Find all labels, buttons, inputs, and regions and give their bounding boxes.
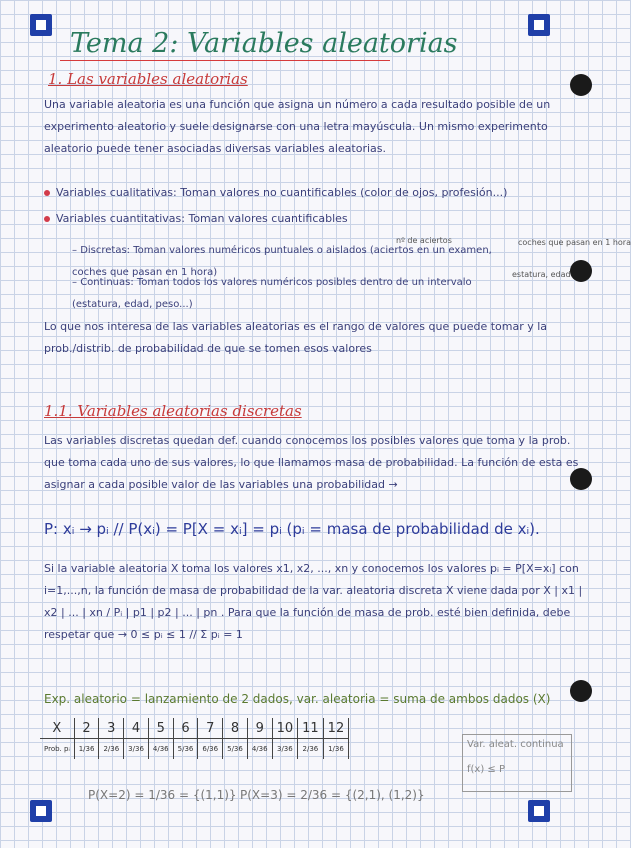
- table-row-probabilities: [40, 739, 349, 760]
- table-cell: 5/36: [223, 739, 248, 760]
- side-note-line-2: f(x) ≤ P: [467, 764, 506, 775]
- bullet-dot: [44, 190, 50, 196]
- table-cell: 4: [124, 718, 149, 739]
- sub-bullet-continuous: – Continuas: Toman todos los valores numéricos posibles dentro de un intervalo (estatura, edad, peso...): [72, 277, 472, 310]
- page-title: Tema 2: Variables aleatorias: [70, 28, 458, 59]
- table-cell: 5: [148, 718, 173, 739]
- table-cell: 3/36: [124, 739, 149, 760]
- corner-mark-bottom-right: [528, 800, 550, 822]
- table-row-values: [40, 718, 349, 739]
- continuous-variable-note: [462, 734, 572, 792]
- table-cell: 3: [99, 718, 124, 739]
- table-cell: 1/36: [74, 739, 99, 760]
- table-cell: 1/36: [323, 739, 349, 760]
- example-statement: Exp. aleatorio = lanzamiento de 2 dados, var. aleatoria = suma de ambos dados (X): [44, 692, 551, 706]
- bullet-qualitative: Variables cualitativas: Toman valores no cuantificables (color de ojos, profesión...): [44, 184, 507, 202]
- sub-bullet-discrete: – Discretas: Toman valores numéricos puntuales o aislados (aciertos en un examen, coches que pasan en 1 hora): [72, 245, 492, 278]
- punch-hole-1: [570, 74, 592, 96]
- margin-note-aciertos: nº de aciertos: [396, 236, 452, 245]
- corner-mark-top-left: [30, 14, 52, 36]
- side-note-line-1: Var. aleat. continua: [467, 739, 564, 750]
- table-cell: 12: [323, 718, 349, 739]
- section-2-paragraph-2: Si la variable aleatoria X toma los valores x1, x2, ..., xn y conocemos los valores pᵢ = P[X=xᵢ] con i=1,...,n, la función de masa de probabilidad de la var. aleatoria discreta X viene dada por X | x1 | x2 | ... | xn / Pᵢ | p1 | p2 | ... | pn . Para que la función de masa de prob. esté bien definida, debe respetar que → 0 ≤ pᵢ ≤ 1 // Σ pᵢ = 1: [44, 562, 583, 641]
- table-cell: Prob. pᵢ: [40, 739, 74, 760]
- section-1-heading: 1. Las variables aleatorias: [48, 70, 248, 88]
- probability-mass-formula: P: xᵢ → pᵢ // P(xᵢ) = P[X = xᵢ] = pᵢ (pᵢ = masa de probabilidad de xᵢ).: [44, 520, 540, 538]
- table-cell: 8: [223, 718, 248, 739]
- probability-example-1: P(X=2) = 1/36 = {(1,1)}: [88, 788, 237, 802]
- section-1-paragraph-2: Lo que nos interesa de las variables aleatorias es el rango de valores que puede tomar y la prob./distrib. de probabilidad de que se tomen esos valores: [44, 320, 548, 355]
- table-cell: 11: [298, 718, 324, 739]
- table-cell: 6/36: [198, 739, 223, 760]
- corner-mark-top-right: [528, 14, 550, 36]
- distribution-table: [40, 718, 349, 759]
- table-cell: 10: [272, 718, 298, 739]
- margin-note-estatura: estatura, edad: [512, 270, 571, 279]
- punch-hole-4: [570, 680, 592, 702]
- margin-note-coches: coches que pasan en 1 hora: [518, 238, 631, 247]
- table-cell: 4/36: [247, 739, 272, 760]
- table-cell: 2/36: [298, 739, 324, 760]
- table-cell: 5/36: [173, 739, 198, 760]
- probability-example-2: P(X=3) = 2/36 = {(2,1), (1,2)}: [240, 788, 425, 802]
- table-cell: 2/36: [99, 739, 124, 760]
- bullet-quantitative: Variables cuantitativas: Toman valores cuantificables: [44, 210, 348, 228]
- corner-mark-bottom-left: [30, 800, 52, 822]
- table-cell: 4/36: [148, 739, 173, 760]
- table-cell: 9: [247, 718, 272, 739]
- punch-hole-2: [570, 260, 592, 282]
- table-cell: 2: [74, 718, 99, 739]
- section-2-heading: 1.1. Variables aleatorias discretas: [44, 402, 302, 420]
- section-2-paragraph-1: Las variables discretas quedan def. cuando conocemos los posibles valores que toma y la prob. que toma cada uno de sus valores, lo que llamamos masa de probabilidad. La función de esta es asignar a cada posible valor de las variables una probabilidad →: [44, 434, 579, 491]
- bullet-dot: [44, 216, 50, 222]
- table-cell: 3/36: [272, 739, 298, 760]
- table-cell: 6: [173, 718, 198, 739]
- table-cell: 7: [198, 718, 223, 739]
- title-underline: [60, 60, 390, 61]
- section-1-paragraph-1: Una variable aleatoria es una función que asigna un número a cada resultado posible de un experimento aleatorio y suele designarse con una letra mayúscula. Un mismo experimento aleatorio puede tener asociadas diversas variables aleatorias.: [44, 98, 551, 155]
- table-cell: X: [40, 718, 74, 739]
